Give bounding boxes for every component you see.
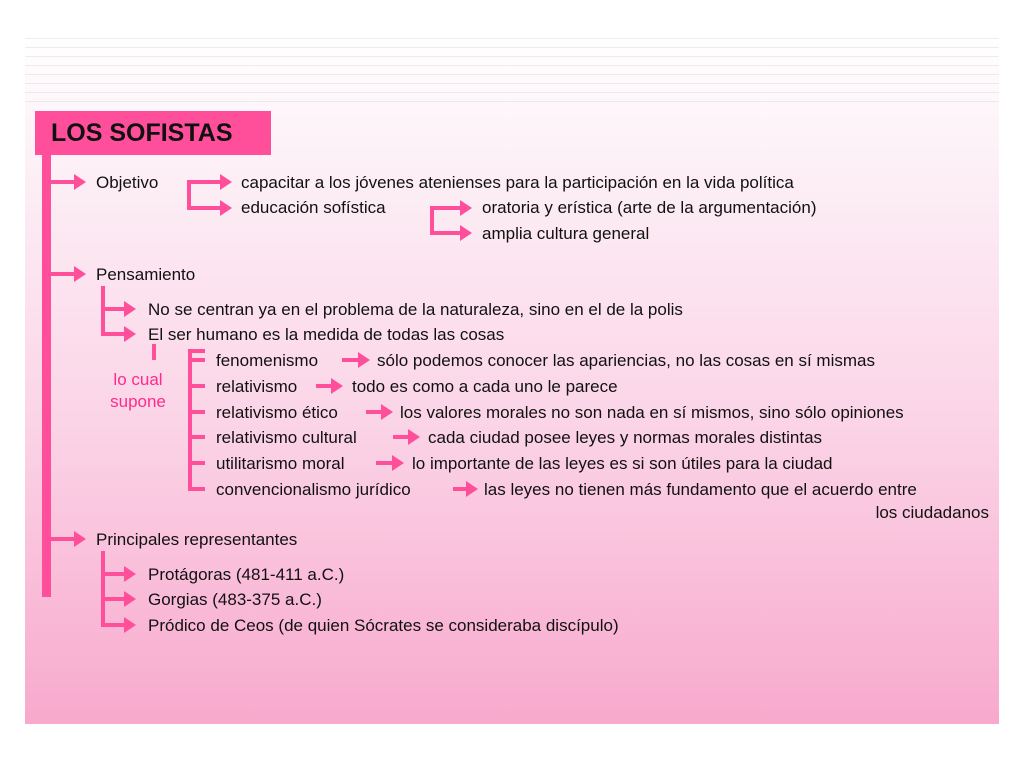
consequence-desc: los valores morales no son nada en sí mismos, sino sólo opiniones [400,403,904,422]
arrowhead [74,174,86,190]
consequence-desc-cont: los ciudadanos [875,503,989,522]
arrowhead [220,174,232,190]
consequence-desc: lo importante de las leyes es si son útiles para la ciudad [412,454,833,473]
arrowhead [124,591,136,607]
arrowhead [124,566,136,582]
note-line: lo cual [113,370,163,389]
arrowhead [460,200,472,216]
consequence-term: relativismo ético [216,403,338,422]
consequence-term: convencionalismo jurídico [216,480,411,499]
arrowhead [408,429,420,445]
arrowhead [74,266,86,282]
arrowhead [74,531,86,547]
pensamiento-label: Pensamiento [96,265,196,284]
representantes-label: Principales representantes [96,530,298,549]
arrowhead [460,225,472,241]
arrowhead [124,326,136,342]
arrowhead [220,200,232,216]
consequence-term: fenomenismo [216,351,319,370]
educacion-item: amplia cultura general [482,224,650,243]
consequence-term: utilitarismo moral [216,454,345,473]
consequence-term: relativismo cultural [216,428,357,447]
note-line: supone [110,392,166,411]
page-title: LOS SOFISTAS [51,119,233,147]
educacion-item: oratoria y erística (arte de la argumentación) [482,198,817,217]
pensamiento-item: El ser humano es la medida de todas las cosas [148,325,505,344]
arrowhead [392,455,404,471]
representante-item: Gorgias (483-375 a.C.) [148,590,322,609]
arrowhead [466,481,478,497]
consequence-desc: todo es como a cada uno le parece [352,377,618,396]
arrowhead [124,301,136,317]
objetivo-item: educación sofística [241,198,386,217]
arrowhead [381,404,393,420]
objetivo-label: Objetivo [96,173,159,192]
representante-item: Protágoras (481-411 a.C.) [148,565,345,584]
arrowhead [358,352,370,368]
consequence-desc: sólo podemos conocer las apariencias, no las cosas en sí mismas [377,351,875,370]
consequence-desc: cada ciudad posee leyes y normas morales distintas [428,428,823,447]
lo-cual-supone-note [96,369,180,413]
objetivo-item: capacitar a los jóvenes atenienses para la participación en la vida política [241,173,794,192]
consequence-desc: las leyes no tienen más fundamento que el acuerdo entre [484,480,917,499]
consequence-term: relativismo [216,377,298,396]
arrowhead [124,617,136,633]
pensamiento-item: No se centran ya en el problema de la naturaleza, sino en el de la polis [148,300,683,319]
representante-item: Pródico de Ceos (de quien Sócrates se consideraba discípulo) [148,616,619,635]
arrowhead [331,378,343,394]
